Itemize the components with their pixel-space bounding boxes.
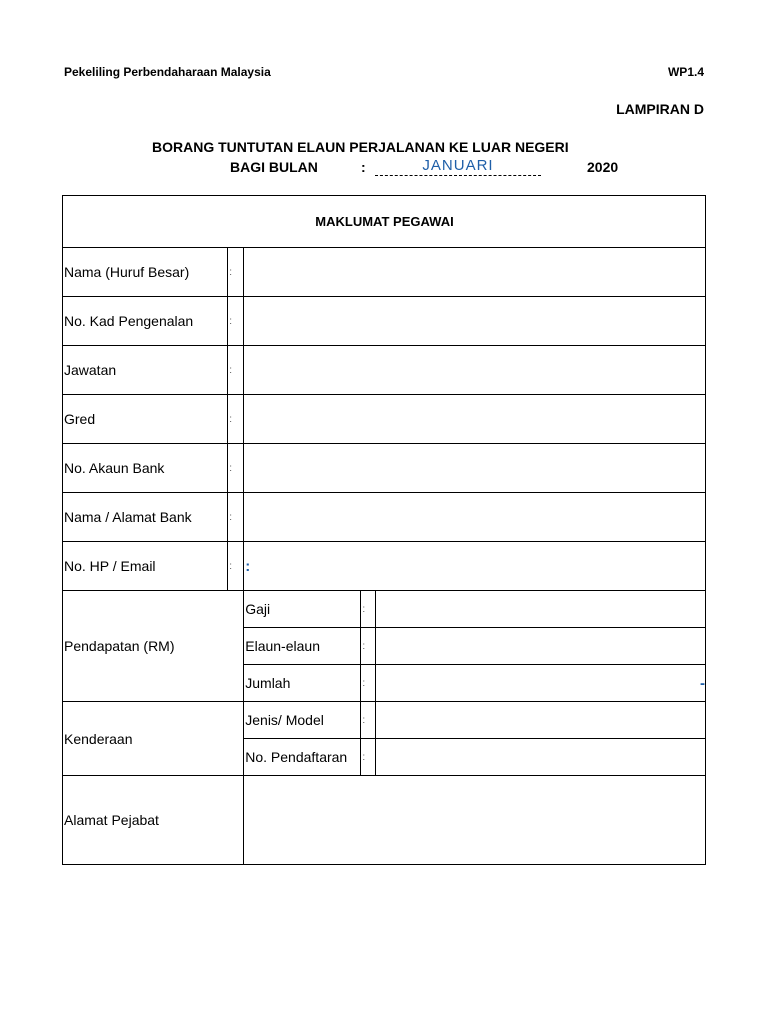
vehicle-label-model: Jenis/ Model <box>244 702 361 739</box>
table-row <box>63 444 706 493</box>
circular-name: Pekeliling Perbendaharaan Malaysia <box>64 65 271 79</box>
office-address-input[interactable] <box>244 776 706 865</box>
table-row <box>63 776 706 865</box>
field-input-nama[interactable] <box>244 248 706 297</box>
income-input-gaji[interactable] <box>376 591 706 628</box>
field-input-akaun-bank[interactable] <box>244 444 706 493</box>
field-label-akaun-bank: No. Akaun Bank <box>63 444 228 493</box>
vehicle-input-model[interactable] <box>376 702 706 739</box>
field-colon: : <box>228 493 244 542</box>
field-input-alamat-bank[interactable] <box>244 493 706 542</box>
table-row <box>63 248 706 297</box>
field-label-nama: Nama (Huruf Besar) <box>63 248 228 297</box>
field-label-gred: Gred <box>63 395 228 444</box>
field-input-gred[interactable] <box>244 395 706 444</box>
month-field[interactable]: JANUARI <box>375 157 541 176</box>
field-colon: : <box>361 591 376 628</box>
income-label-elaun: Elaun-elaun <box>244 628 361 665</box>
appendix-label: LAMPIRAN D <box>616 101 704 117</box>
month-label: BAGI BULAN <box>230 159 318 175</box>
field-input-jawatan[interactable] <box>244 346 706 395</box>
month-colon: : <box>361 159 366 175</box>
form-title: BORANG TUNTUTAN ELAUN PERJALANAN KE LUAR NEGERI <box>152 139 569 155</box>
table-row <box>63 395 706 444</box>
table-row <box>63 591 706 628</box>
table-row <box>63 542 706 591</box>
table-row <box>63 702 706 739</box>
vehicle-input-registration[interactable] <box>376 739 706 776</box>
table-row <box>63 297 706 346</box>
field-colon: : <box>361 702 376 739</box>
income-label-jumlah: Jumlah <box>244 665 361 702</box>
field-colon: : <box>228 542 244 591</box>
section-heading: MAKLUMAT PEGAWAI <box>63 196 706 248</box>
field-colon: : <box>228 395 244 444</box>
field-label-hp-email: No. HP / Email <box>63 542 228 591</box>
form-code: WP1.4 <box>667 65 704 79</box>
field-colon: : <box>228 444 244 493</box>
field-label-ic: No. Kad Pengenalan <box>63 297 228 346</box>
field-label-jawatan: Jawatan <box>63 346 228 395</box>
field-label-alamat-bank: Nama / Alamat Bank <box>63 493 228 542</box>
office-address-label: Alamat Pejabat <box>63 776 244 865</box>
table-row <box>63 493 706 542</box>
income-label-gaji: Gaji <box>244 591 361 628</box>
table-row <box>63 346 706 395</box>
field-colon: : <box>228 297 244 346</box>
vehicle-label-registration: No. Pendaftaran <box>244 739 361 776</box>
vehicle-label: Kenderaan <box>63 702 244 776</box>
income-value-jumlah: - <box>376 665 706 702</box>
field-colon: : <box>228 346 244 395</box>
income-label: Pendapatan (RM) <box>63 591 244 702</box>
officer-info-table <box>62 195 706 865</box>
field-colon: : <box>361 628 376 665</box>
field-colon: : <box>361 665 376 702</box>
field-colon: : <box>361 739 376 776</box>
income-input-elaun[interactable] <box>376 628 706 665</box>
field-colon: : <box>228 248 244 297</box>
field-input-hp-email[interactable]: : <box>244 542 706 591</box>
year-value: 2020 <box>587 159 619 175</box>
field-input-ic[interactable] <box>244 297 706 346</box>
